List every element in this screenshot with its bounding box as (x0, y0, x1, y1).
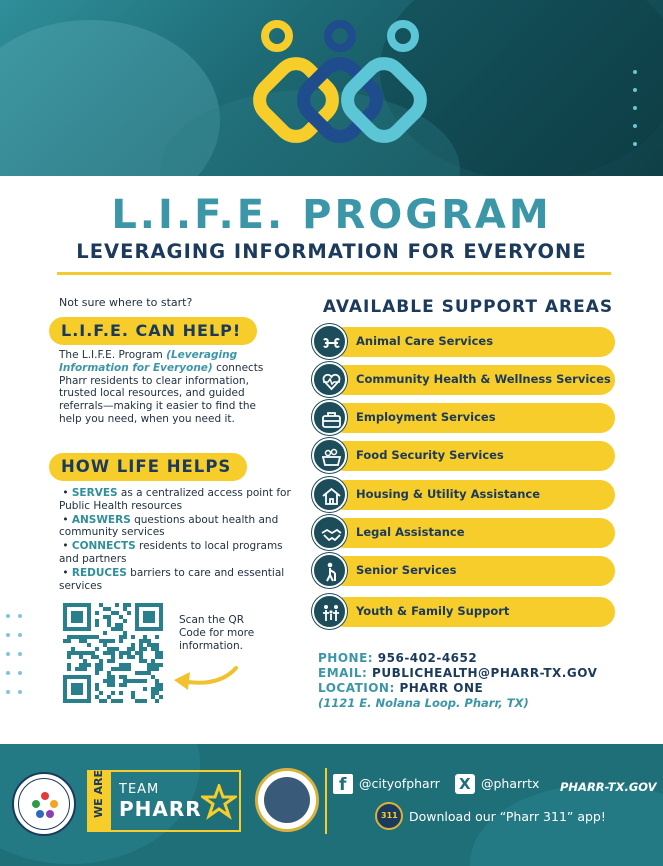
x-icon[interactable]: X (455, 774, 475, 794)
email-value[interactable]: PUBLICHEALTH@PHARR-TX.GOV (372, 666, 598, 680)
decorative-dots (6, 613, 36, 708)
helps-keyword: SERVES (71, 487, 118, 499)
service-label: Employment Services (356, 410, 496, 424)
location-label: LOCATION: (318, 681, 395, 695)
program-description (59, 349, 279, 426)
service-item[interactable] (330, 365, 615, 395)
city-of-pharr-seal (255, 768, 319, 832)
handshake-icon (312, 515, 347, 550)
list-item: • ANSWERS questions about health and community services (59, 513, 279, 539)
contact-phone (318, 651, 477, 665)
team-text: TEAM (119, 782, 160, 797)
title-divider (57, 272, 611, 275)
life-logo-icon (245, 14, 435, 154)
website-link[interactable]: PHARR-TX.GOV (560, 780, 657, 794)
we-are-band (89, 772, 111, 830)
helps-keyword: REDUCES (71, 566, 127, 579)
page-title: L.I.F.E. PROGRAM (111, 192, 552, 238)
pharr-text: PHARR (119, 797, 202, 821)
description-highlight: (Leveraging Information for Everyone) (59, 349, 238, 374)
people-logo-icon (30, 790, 60, 820)
qr-code-icon (63, 603, 163, 703)
team-pharr-logo (87, 770, 241, 832)
description-body: connects Pharr residents to clear information, trusted local resources, and guided referrals—making it easier to find the help you need, when you need it. (59, 361, 264, 425)
decorative-dots (625, 70, 653, 160)
family-icon (312, 594, 347, 629)
page-subtitle: LEVERAGING INFORMATION FOR EVERYONE (76, 240, 587, 263)
email-label: EMAIL: (318, 666, 368, 680)
helps-keyword: CONNECTS (71, 540, 136, 553)
service-item[interactable] (330, 597, 615, 627)
service-item[interactable] (330, 556, 615, 586)
location-value: PHARR ONE (399, 681, 484, 695)
star-icon (201, 784, 237, 820)
helps-text: residents to local programs and partners (59, 540, 283, 565)
list-item: • SERVES as a centralized access point for Public Health resources (59, 487, 291, 512)
service-label: Community Health & Wellness Services (356, 372, 611, 386)
service-item[interactable] (330, 403, 615, 433)
bone-icon (312, 324, 347, 359)
helps-text: barriers to care and essential services (59, 566, 285, 592)
qr-instructions: Scan the QR Code for more information. (179, 614, 255, 652)
footer-divider (325, 768, 327, 834)
description-intro: The L.I.F.E. Program (59, 349, 163, 361)
service-label: Animal Care Services (356, 334, 494, 348)
address: (1121 E. Nolana Loop. Pharr, TX) (318, 696, 529, 710)
food-basket-icon (312, 438, 347, 473)
service-label: Legal Assistance (356, 525, 465, 539)
contact-email (318, 666, 597, 680)
service-item[interactable] (330, 518, 615, 548)
service-label: Housing & Utility Assistance (356, 487, 541, 501)
service-item[interactable] (330, 441, 615, 471)
we-are-text: WE ARE (92, 770, 105, 818)
service-label: Senior Services (356, 563, 457, 577)
senior-cane-icon (312, 553, 347, 588)
service-item[interactable] (330, 327, 615, 357)
house-icon (312, 477, 347, 512)
hero-photo-band (0, 0, 663, 176)
facebook-handle[interactable]: @cityofpharr (359, 776, 440, 791)
lead-text: Not sure where to start? (59, 296, 193, 309)
qr-code[interactable] (63, 603, 163, 703)
helps-heading: HOW LIFE HELPS (49, 453, 247, 481)
seal-center (264, 777, 310, 823)
x-handle[interactable]: @pharrtx (481, 776, 540, 791)
help-heading: L.I.F.E. CAN HELP! (49, 317, 257, 345)
health-department-seal (12, 772, 76, 836)
helps-text: as a centralized access point for Public Health resources (59, 487, 291, 512)
pharr-311-badge (375, 802, 403, 830)
phone-label: PHONE: (318, 651, 374, 665)
service-label: Youth & Family Support (356, 604, 510, 618)
support-areas-heading: AVAILABLE SUPPORT AREAS (322, 297, 614, 317)
service-label: Food Security Services (356, 448, 504, 462)
list-item: • REDUCES barriers to care and essential services (59, 566, 285, 592)
phone-value[interactable]: 956-402-4652 (377, 651, 478, 665)
footer-shape (470, 784, 663, 866)
helps-keyword: ANSWERS (71, 513, 131, 526)
service-item[interactable] (330, 480, 615, 510)
badge-311-text: 311 (381, 811, 398, 820)
list-item: • CONNECTS residents to local programs and partners (59, 540, 283, 565)
helps-list (59, 487, 299, 593)
contact-location (318, 681, 483, 695)
helps-text: questions about health and community services (59, 513, 279, 539)
app-download-text[interactable]: Download our “Pharr 311” app! (409, 809, 606, 824)
facebook-icon[interactable]: f (333, 774, 353, 794)
heart-pulse-icon (312, 362, 347, 397)
briefcase-icon (312, 400, 347, 435)
arrow-left-icon (170, 664, 240, 694)
